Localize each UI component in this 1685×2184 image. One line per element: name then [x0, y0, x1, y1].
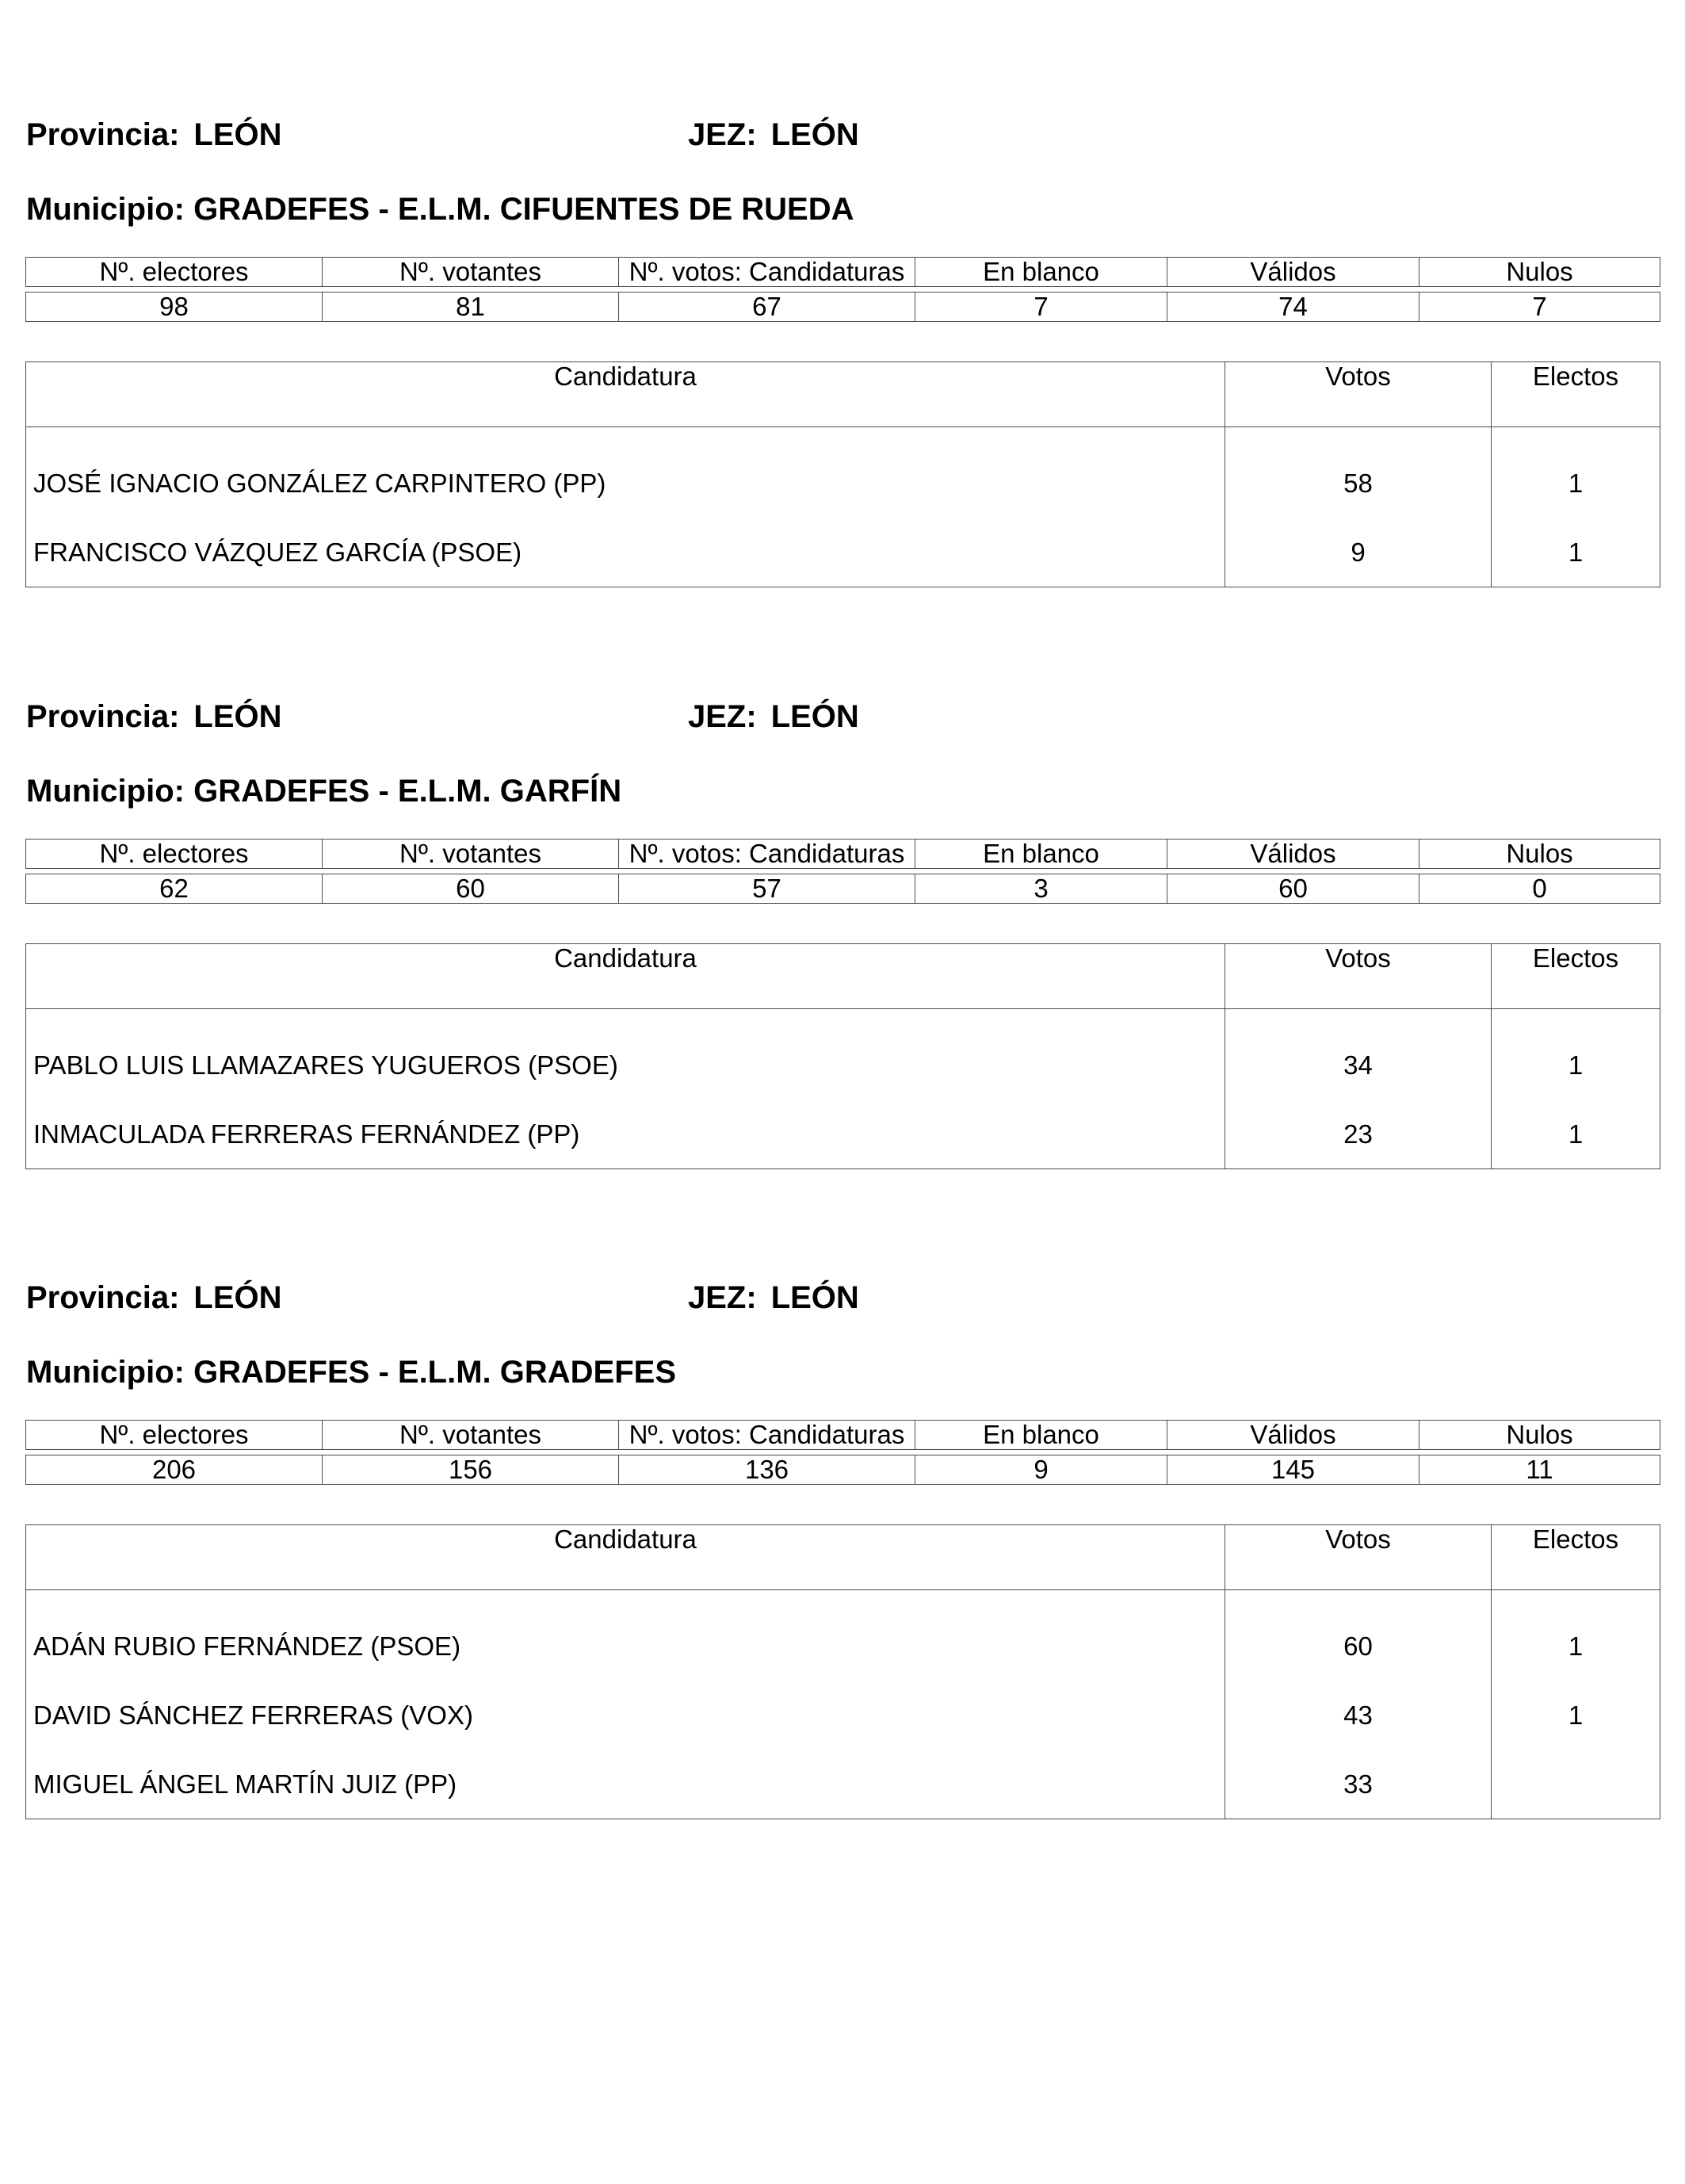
header-votos: Votos — [1225, 362, 1492, 427]
stat-nulos: 7 — [1419, 293, 1660, 322]
jez-label: JEZ: — [688, 117, 757, 152]
candidate-electos: 1 — [1492, 427, 1660, 518]
candidate-votos: 34 — [1225, 1009, 1492, 1100]
stat-votos-candidaturas: 136 — [619, 1455, 915, 1485]
municipio-value: GRADEFES - E.L.M. CIFUENTES DE RUEDA — [193, 192, 854, 227]
stat-votos-candidaturas: 57 — [619, 874, 915, 904]
stat-header-en-blanco: En blanco — [915, 258, 1167, 287]
jez-value: LEÓN — [770, 699, 859, 734]
table-row — [26, 1750, 1660, 1819]
stat-header-nulos: Nulos — [1419, 1421, 1660, 1450]
municipio-label: Municipio: — [26, 774, 185, 809]
municipio-heading — [26, 1353, 676, 1391]
stat-en-blanco: 9 — [915, 1455, 1167, 1485]
stat-validos: 145 — [1167, 1455, 1419, 1485]
provincia-value: LEÓN — [193, 1280, 282, 1315]
candidate-name: ADÁN RUBIO FERNÁNDEZ (PSOE) — [26, 1590, 1225, 1681]
candidate-name: FRANCISCO VÁZQUEZ GARCÍA (PSOE) — [26, 518, 1225, 587]
candidate-electos: 1 — [1492, 518, 1660, 587]
candidates-header-row — [26, 362, 1660, 427]
table-row — [26, 427, 1660, 518]
stat-header-validos: Válidos — [1167, 258, 1419, 287]
municipio-label: Municipio: — [26, 192, 185, 227]
provincia-value: LEÓN — [193, 117, 282, 152]
stat-header-electores: Nº. electores — [26, 258, 323, 287]
stat-electores: 62 — [26, 874, 323, 904]
stat-nulos: 0 — [1419, 874, 1660, 904]
stats-values-row — [26, 1455, 1660, 1485]
stat-header-validos: Válidos — [1167, 1421, 1419, 1450]
stats-values-table — [25, 874, 1660, 904]
stats-header-table — [25, 839, 1660, 869]
table-row — [26, 1681, 1660, 1750]
stats-values-row — [26, 293, 1660, 322]
stat-header-electores: Nº. electores — [26, 1421, 323, 1450]
stat-en-blanco: 7 — [915, 293, 1167, 322]
stat-votantes: 156 — [323, 1455, 619, 1485]
stat-electores: 98 — [26, 293, 323, 322]
candidates-header-row — [26, 1525, 1660, 1590]
table-row — [26, 1009, 1660, 1100]
stat-header-votantes: Nº. votantes — [323, 1421, 619, 1450]
municipio-value: GRADEFES - E.L.M. GRADEFES — [193, 1355, 677, 1390]
table-row — [26, 518, 1660, 587]
stat-validos: 74 — [1167, 293, 1419, 322]
header-candidatura: Candidatura — [26, 944, 1225, 1009]
jez-heading — [688, 116, 859, 154]
candidate-electos: 1 — [1492, 1009, 1660, 1100]
stats-values-row — [26, 874, 1660, 904]
stats-header-table — [25, 1420, 1660, 1450]
candidate-name: MIGUEL ÁNGEL MARTÍN JUIZ (PP) — [26, 1750, 1225, 1819]
jez-value: LEÓN — [770, 1280, 859, 1315]
header-votos: Votos — [1225, 1525, 1492, 1590]
candidate-votos: 33 — [1225, 1750, 1492, 1819]
table-row — [26, 1100, 1660, 1169]
provincia-heading — [26, 1279, 282, 1317]
candidate-name: PABLO LUIS LLAMAZARES YUGUEROS (PSOE) — [26, 1009, 1225, 1100]
header-candidatura: Candidatura — [26, 1525, 1225, 1590]
provincia-label: Provincia: — [26, 699, 180, 734]
candidate-name: DAVID SÁNCHEZ FERRERAS (VOX) — [26, 1681, 1225, 1750]
stats-values-table — [25, 1455, 1660, 1485]
header-electos: Electos — [1492, 362, 1660, 427]
table-row — [26, 1590, 1660, 1681]
stat-validos: 60 — [1167, 874, 1419, 904]
stats-values-table — [25, 292, 1660, 322]
provincia-heading — [26, 116, 282, 154]
jez-value: LEÓN — [770, 117, 859, 152]
provincia-value: LEÓN — [193, 699, 282, 734]
candidate-votos: 43 — [1225, 1681, 1492, 1750]
stat-votos-candidaturas: 67 — [619, 293, 915, 322]
candidates-table — [25, 361, 1660, 587]
jez-label: JEZ: — [688, 1280, 757, 1315]
provincia-label: Provincia: — [26, 117, 180, 152]
candidate-name: JOSÉ IGNACIO GONZÁLEZ CARPINTERO (PP) — [26, 427, 1225, 518]
stat-electores: 206 — [26, 1455, 323, 1485]
candidate-votos: 60 — [1225, 1590, 1492, 1681]
stats-header-row — [26, 258, 1660, 287]
jez-heading — [688, 1279, 859, 1317]
municipio-heading — [26, 190, 854, 228]
provincia-heading — [26, 698, 282, 736]
candidates-table — [25, 943, 1660, 1169]
stat-header-nulos: Nulos — [1419, 258, 1660, 287]
candidate-name: INMACULADA FERRERAS FERNÁNDEZ (PP) — [26, 1100, 1225, 1169]
provincia-label: Provincia: — [26, 1280, 180, 1315]
candidate-votos: 9 — [1225, 518, 1492, 587]
stat-header-votos-candidaturas: Nº. votos: Candidaturas — [619, 840, 915, 869]
stats-header-row — [26, 840, 1660, 869]
stat-votantes: 60 — [323, 874, 619, 904]
candidates-header-row — [26, 944, 1660, 1009]
stat-nulos: 11 — [1419, 1455, 1660, 1485]
municipio-value: GRADEFES - E.L.M. GARFÍN — [193, 774, 622, 809]
stat-header-votos-candidaturas: Nº. votos: Candidaturas — [619, 1421, 915, 1450]
candidate-electos — [1492, 1750, 1660, 1819]
stat-header-en-blanco: En blanco — [915, 1421, 1167, 1450]
candidate-electos: 1 — [1492, 1100, 1660, 1169]
stat-header-votantes: Nº. votantes — [323, 840, 619, 869]
candidate-electos: 1 — [1492, 1590, 1660, 1681]
stats-header-row — [26, 1421, 1660, 1450]
stat-votantes: 81 — [323, 293, 619, 322]
stat-header-electores: Nº. electores — [26, 840, 323, 869]
header-candidatura: Candidatura — [26, 362, 1225, 427]
jez-label: JEZ: — [688, 699, 757, 734]
stats-header-table — [25, 257, 1660, 287]
header-electos: Electos — [1492, 944, 1660, 1009]
candidate-electos: 1 — [1492, 1681, 1660, 1750]
header-votos: Votos — [1225, 944, 1492, 1009]
municipio-label: Municipio: — [26, 1355, 185, 1390]
jez-heading — [688, 698, 859, 736]
stat-en-blanco: 3 — [915, 874, 1167, 904]
stat-header-votos-candidaturas: Nº. votos: Candidaturas — [619, 258, 915, 287]
stat-header-votantes: Nº. votantes — [323, 258, 619, 287]
candidate-votos: 23 — [1225, 1100, 1492, 1169]
stat-header-nulos: Nulos — [1419, 840, 1660, 869]
stat-header-en-blanco: En blanco — [915, 840, 1167, 869]
municipio-heading — [26, 772, 621, 810]
candidates-table — [25, 1524, 1660, 1819]
header-electos: Electos — [1492, 1525, 1660, 1590]
stat-header-validos: Válidos — [1167, 840, 1419, 869]
candidate-votos: 58 — [1225, 427, 1492, 518]
